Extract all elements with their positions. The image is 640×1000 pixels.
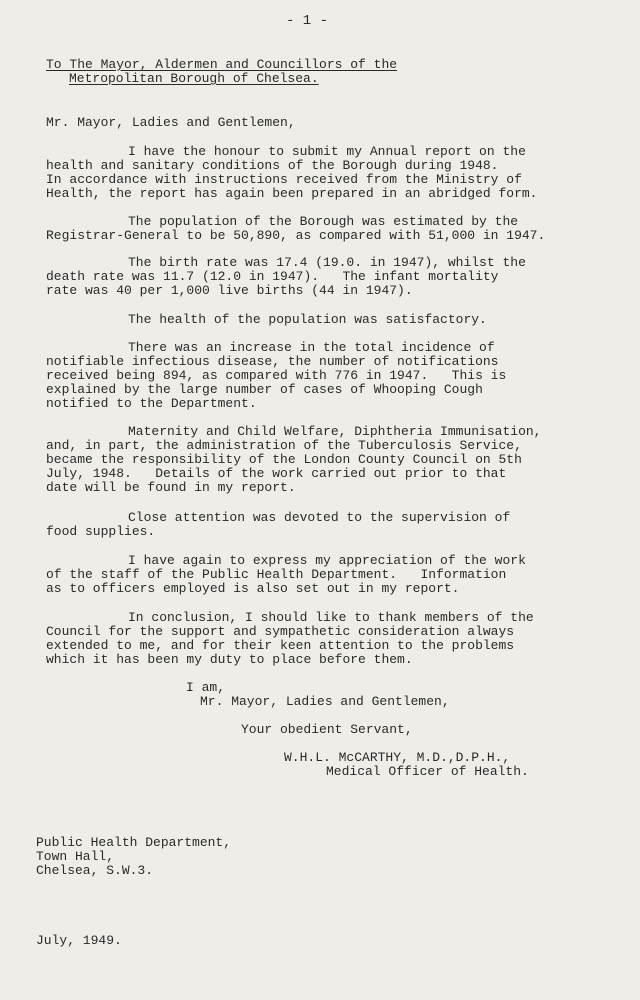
paragraph-5-line-1: There was an increase in the total incidence of — [128, 340, 495, 355]
paragraph-6-line-2: and, in part, the administration of the Tuberculosis Service, — [46, 438, 522, 453]
paragraph-9-line-2: Council for the support and sympathetic consideration always — [46, 624, 515, 639]
closing-valediction: Your obedient Servant, — [241, 722, 413, 737]
signature-title: Medical Officer of Health. — [326, 764, 529, 779]
salutation: Mr. Mayor, Ladies and Gentlemen, — [46, 115, 296, 130]
paragraph-3-line-3: rate was 40 per 1,000 live births (44 in 1947). — [46, 283, 413, 298]
paragraph-5-line-5: notified to the Department. — [46, 396, 257, 411]
address-line-3: Chelsea, S.W.3. — [36, 863, 154, 878]
paragraph-9-line-3: extended to me, and for their keen attention to the problems — [46, 638, 515, 653]
paragraph-8-line-1: I have again to express my appreciation of the work — [128, 553, 526, 568]
paragraph-3-line-2: death rate was 11.7 (12.0 in 1947). The infant mortality — [46, 269, 499, 284]
paragraph-5-line-3: received being 894, as compared with 776 in 1947. This is — [46, 368, 507, 383]
closing-address: Mr. Mayor, Ladies and Gentlemen, — [200, 694, 450, 709]
paragraph-1-line-3: In accordance with instructions received from the Ministry of — [46, 172, 522, 187]
document-date: July, 1949. — [36, 933, 122, 948]
paragraph-2-line-2: Registrar-General to be 50,890, as compared with 51,000 in 1947. — [46, 228, 546, 243]
address-line-1: Public Health Department, — [36, 835, 232, 850]
paragraph-7-line-2: food supplies. — [46, 524, 156, 539]
paragraph-2-line-1: The population of the Borough was estimated by the — [128, 214, 519, 229]
paragraph-1-line-1: I have the honour to submit my Annual report on the — [128, 144, 526, 159]
paragraph-9-line-4: which it has been my duty to place before them. — [46, 652, 413, 667]
addressee-line-2: Metropolitan Borough of Chelsea. — [69, 71, 319, 86]
page-number: - 1 - — [286, 13, 329, 29]
paragraph-8-line-3: as to officers employed is also set out in my report. — [46, 581, 460, 596]
paragraph-8-line-2: of the staff of the Public Health Department. Information — [46, 567, 507, 582]
paragraph-6-line-5: date will be found in my report. — [46, 480, 296, 495]
paragraph-7-line-1: Close attention was devoted to the supervision of — [128, 510, 511, 525]
paragraph-1-line-4: Health, the report has again been prepared in an abridged form. — [46, 186, 538, 201]
addressee-line-1: To The Mayor, Aldermen and Councillors of the — [46, 57, 398, 72]
signature-name: W.H.L. McCARTHY, M.D.,D.P.H., — [284, 750, 511, 765]
address-line-2: Town Hall, — [36, 849, 115, 864]
paragraph-6-line-1: Maternity and Child Welfare, Diphtheria Immunisation, — [128, 424, 542, 439]
paragraph-5-line-2: notifiable infectious disease, the number of notifications — [46, 354, 499, 369]
paragraph-3-line-1: The birth rate was 17.4 (19.0. in 1947), whilst the — [128, 255, 526, 270]
paragraph-6-line-4: July, 1948. Details of the work carried out prior to that — [46, 466, 507, 481]
paragraph-5-line-4: explained by the large number of cases of Whooping Cough — [46, 382, 483, 397]
paragraph-9-line-1: In conclusion, I should like to thank members of the — [128, 610, 534, 625]
paragraph-4-line-1: The health of the population was satisfactory. — [128, 312, 487, 327]
paragraph-6-line-3: became the responsibility of the London County Council on 5th — [46, 452, 522, 467]
closing-i-am: I am, — [186, 680, 226, 695]
paragraph-1-line-2: health and sanitary conditions of the Borough during 1948. — [46, 158, 499, 173]
